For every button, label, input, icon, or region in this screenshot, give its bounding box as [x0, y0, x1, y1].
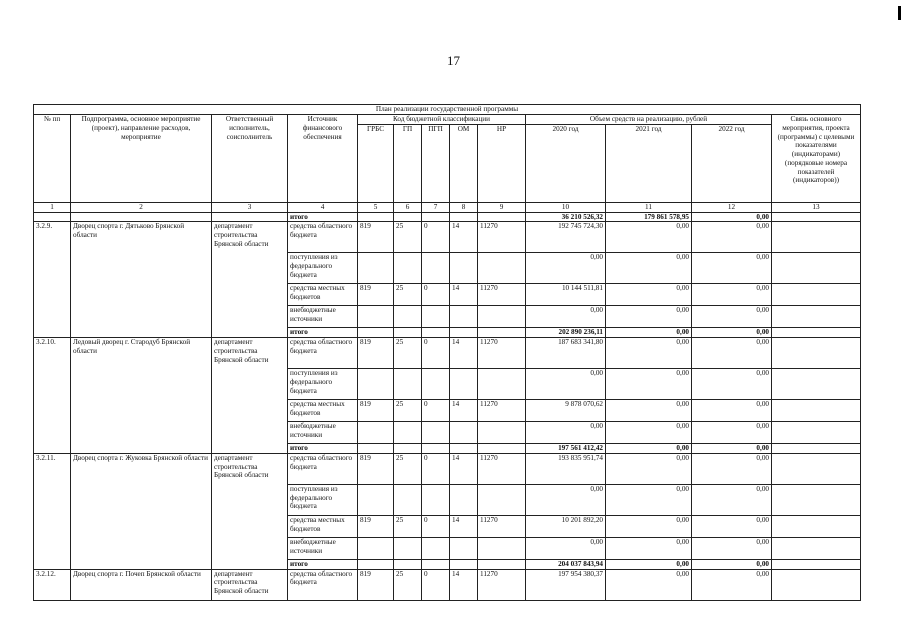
amount-y2021: 0,00 — [606, 284, 692, 306]
code-gp: 25 — [394, 569, 422, 600]
total-2022: 0,00 — [692, 212, 772, 222]
total-y2022: 0,00 — [692, 559, 772, 569]
header-group-row — [34, 115, 861, 125]
header-om: ОМ — [450, 124, 478, 202]
header-2020: 2020 год — [526, 124, 606, 202]
source-label: внебюджетные источники — [288, 422, 358, 444]
code-gp — [394, 306, 422, 328]
code-grbs: 819 — [358, 400, 394, 422]
amount-y2020: 9 878 070,62 — [526, 400, 606, 422]
amount-y2022: 0,00 — [692, 515, 772, 537]
item-name: Дворец спорта г. Жуковка Брянской области — [71, 453, 212, 569]
code-pgp: 0 — [422, 284, 450, 306]
col-num-2: 2 — [71, 202, 212, 212]
code-grbs: 819 — [358, 569, 394, 600]
header-2021: 2021 год — [606, 124, 692, 202]
col-num-8: 8 — [450, 202, 478, 212]
col-num-6: 6 — [394, 202, 422, 212]
col-num-10: 10 — [526, 202, 606, 212]
col-num-9: 9 — [478, 202, 526, 212]
code-pgp: 0 — [422, 222, 450, 253]
header-np: НР — [478, 124, 526, 202]
code-pgp: 0 — [422, 515, 450, 537]
code-gp: 25 — [394, 453, 422, 484]
code-gp — [394, 537, 422, 559]
source-label: средства областного бюджета — [288, 338, 358, 369]
source-label: средства местных бюджетов — [288, 284, 358, 306]
amount-y2020: 197 954 380,37 — [526, 569, 606, 600]
code-pgp: 0 — [422, 400, 450, 422]
code-grbs — [358, 484, 394, 515]
amount-y2020: 0,00 — [526, 484, 606, 515]
amount-y2020: 0,00 — [526, 537, 606, 559]
code-pgp — [422, 422, 450, 444]
total-y2020: 197 561 412,42 — [526, 444, 606, 454]
code-om — [450, 306, 478, 328]
code-pgp: 0 — [422, 569, 450, 600]
total-row — [34, 212, 861, 222]
col-num-4: 4 — [288, 202, 358, 212]
code-grbs — [358, 537, 394, 559]
code-om — [450, 369, 478, 400]
item-number: 3.2.10. — [34, 338, 71, 454]
header-source: Источник финансового обеспечения — [288, 115, 358, 203]
items-body — [34, 222, 861, 600]
indicator-link-cell — [772, 453, 861, 484]
total-label: итого — [288, 444, 358, 454]
header-volume: Объем средств на реализацию, рублей — [526, 115, 772, 125]
amount-y2022: 0,00 — [692, 369, 772, 400]
code-grbs: 819 — [358, 284, 394, 306]
total-y2022: 0,00 — [692, 328, 772, 338]
code-pgp — [422, 484, 450, 515]
indicator-link-cell — [772, 400, 861, 422]
table-title-row — [34, 105, 861, 115]
code-gp — [394, 484, 422, 515]
code-gp: 25 — [394, 400, 422, 422]
header-2022: 2022 год — [692, 124, 772, 202]
code-om: 14 — [450, 453, 478, 484]
code-om: 14 — [450, 400, 478, 422]
code-om: 14 — [450, 222, 478, 253]
indicator-link-cell — [772, 569, 861, 600]
amount-y2020: 0,00 — [526, 422, 606, 444]
source-row-regional — [34, 338, 861, 369]
code-pgp: 0 — [422, 453, 450, 484]
source-label: средства областного бюджета — [288, 569, 358, 600]
code-np — [478, 369, 526, 400]
code-np: 11270 — [478, 222, 526, 253]
code-om — [450, 537, 478, 559]
code-gp — [394, 253, 422, 284]
code-om — [450, 253, 478, 284]
item-responsible: департамент строительства Брянской области — [212, 453, 288, 569]
item-name: Ледовый дворец г. Стародуб Брянской области — [71, 338, 212, 454]
code-np: 11270 — [478, 400, 526, 422]
item-number: 3.2.12. — [34, 569, 71, 600]
col-num-7: 7 — [422, 202, 450, 212]
item-number: 3.2.9. — [34, 222, 71, 338]
code-np — [478, 253, 526, 284]
amount-y2022: 0,00 — [692, 453, 772, 484]
code-np — [478, 422, 526, 444]
code-gp: 25 — [394, 338, 422, 369]
code-np: 11270 — [478, 453, 526, 484]
code-pgp — [422, 306, 450, 328]
amount-y2022: 0,00 — [692, 253, 772, 284]
code-np — [478, 484, 526, 515]
amount-y2022: 0,00 — [692, 422, 772, 444]
code-om: 14 — [450, 569, 478, 600]
code-gp: 25 — [394, 222, 422, 253]
amount-y2021: 0,00 — [606, 306, 692, 328]
amount-y2021: 0,00 — [606, 338, 692, 369]
code-grbs — [358, 369, 394, 400]
item-name: Дворец спорта г. Дятьково Брянской области — [71, 222, 212, 338]
header-pgp: ПГП — [422, 124, 450, 202]
total-label: итого — [288, 559, 358, 569]
amount-y2021: 0,00 — [606, 569, 692, 600]
source-label: средства областного бюджета — [288, 222, 358, 253]
code-np: 11270 — [478, 284, 526, 306]
col-num-11: 11 — [606, 202, 692, 212]
code-pgp — [422, 369, 450, 400]
item-responsible: департамент строительства Брянской области — [212, 338, 288, 454]
code-np: 11270 — [478, 569, 526, 600]
amount-y2022: 0,00 — [692, 537, 772, 559]
total-y2022: 0,00 — [692, 444, 772, 454]
source-label: внебюджетные источники — [288, 537, 358, 559]
code-pgp: 0 — [422, 338, 450, 369]
item-responsible: департамент строительства Брянской области — [212, 569, 288, 600]
source-label: поступления из федерального бюджета — [288, 369, 358, 400]
amount-y2020: 193 835 951,74 — [526, 453, 606, 484]
amount-y2020: 187 683 341,80 — [526, 338, 606, 369]
code-gp: 25 — [394, 284, 422, 306]
code-om — [450, 422, 478, 444]
amount-y2020: 192 745 724,30 — [526, 222, 606, 253]
source-label: средства местных бюджетов — [288, 515, 358, 537]
code-pgp — [422, 253, 450, 284]
amount-y2020: 10 201 892,20 — [526, 515, 606, 537]
code-np — [478, 306, 526, 328]
table-title: План реализации государственной программы — [34, 105, 861, 115]
amount-y2021: 0,00 — [606, 515, 692, 537]
code-gp: 25 — [394, 515, 422, 537]
amount-y2020: 0,00 — [526, 253, 606, 284]
amount-y2022: 0,00 — [692, 569, 772, 600]
header-link: Связь основного мероприятия, проекта (программы) с целевыми показателями (индикаторами) (порядковые номера показателей (индикаторов)) — [772, 115, 861, 203]
source-row-regional — [34, 569, 861, 600]
amount-y2020: 10 144 511,81 — [526, 284, 606, 306]
code-grbs — [358, 306, 394, 328]
source-row-regional — [34, 222, 861, 253]
amount-y2021: 0,00 — [606, 422, 692, 444]
code-grbs: 819 — [358, 338, 394, 369]
amount-y2021: 0,00 — [606, 453, 692, 484]
amount-y2020: 0,00 — [526, 306, 606, 328]
header-budget-code: Код бюджетной классификации — [358, 115, 526, 125]
amount-y2021: 0,00 — [606, 484, 692, 515]
source-label: поступления из федерального бюджета — [288, 253, 358, 284]
header-num: № пп — [34, 115, 71, 203]
code-gp — [394, 422, 422, 444]
indicator-link-cell — [772, 484, 861, 515]
indicator-link-cell — [772, 537, 861, 559]
scan-edge-mark — [898, 6, 901, 20]
total-2020: 36 210 526,32 — [526, 212, 606, 222]
amount-y2021: 0,00 — [606, 400, 692, 422]
indicator-link-cell — [772, 422, 861, 444]
amount-y2021: 0,00 — [606, 369, 692, 400]
amount-y2022: 0,00 — [692, 222, 772, 253]
header-subprogram: Подпрограмма, основное мероприятие (проект), направление расходов, мероприятие — [71, 115, 212, 203]
indicator-link-cell — [772, 515, 861, 537]
amount-y2022: 0,00 — [692, 484, 772, 515]
source-label: средства областного бюджета — [288, 453, 358, 484]
indicator-link-cell — [772, 369, 861, 400]
total-label: итого — [288, 328, 358, 338]
code-grbs: 819 — [358, 515, 394, 537]
col-num-12: 12 — [692, 202, 772, 212]
total-y2020: 204 037 843,94 — [526, 559, 606, 569]
total-y2021: 0,00 — [606, 559, 692, 569]
source-label: поступления из федерального бюджета — [288, 484, 358, 515]
amount-y2022: 0,00 — [692, 400, 772, 422]
amount-y2021: 0,00 — [606, 222, 692, 253]
code-np: 11270 — [478, 515, 526, 537]
header-grbs: ГРБС — [358, 124, 394, 202]
amount-y2022: 0,00 — [692, 284, 772, 306]
code-grbs — [358, 253, 394, 284]
code-np — [478, 537, 526, 559]
code-grbs — [358, 422, 394, 444]
source-row-regional — [34, 453, 861, 484]
total-y2021: 0,00 — [606, 328, 692, 338]
code-om: 14 — [450, 515, 478, 537]
indicator-link-cell — [772, 284, 861, 306]
page-number: 17 — [447, 53, 460, 68]
total-y2020: 202 890 236,11 — [526, 328, 606, 338]
amount-y2021: 0,00 — [606, 537, 692, 559]
code-grbs: 819 — [358, 453, 394, 484]
code-om: 14 — [450, 284, 478, 306]
code-om — [450, 484, 478, 515]
col-num-1: 1 — [34, 202, 71, 212]
item-name: Дворец спорта г. Почеп Брянской области — [71, 569, 212, 600]
total-label: итого — [288, 212, 358, 222]
column-number-row — [34, 202, 861, 212]
total-2021: 179 861 578,95 — [606, 212, 692, 222]
item-responsible: департамент строительства Брянской области — [212, 222, 288, 338]
col-num-13: 13 — [772, 202, 861, 212]
amount-y2022: 0,00 — [692, 306, 772, 328]
indicator-link-cell — [772, 222, 861, 253]
indicator-link-cell — [772, 306, 861, 328]
col-num-5: 5 — [358, 202, 394, 212]
indicator-link-cell — [772, 253, 861, 284]
col-num-3: 3 — [212, 202, 288, 212]
plan-table — [33, 104, 861, 601]
code-pgp — [422, 537, 450, 559]
indicator-link-cell — [772, 338, 861, 369]
total-y2021: 0,00 — [606, 444, 692, 454]
code-np: 11270 — [478, 338, 526, 369]
source-label: внебюджетные источники — [288, 306, 358, 328]
code-om: 14 — [450, 338, 478, 369]
item-number: 3.2.11. — [34, 453, 71, 569]
amount-y2020: 0,00 — [526, 369, 606, 400]
code-gp — [394, 369, 422, 400]
header-gp: ГП — [394, 124, 422, 202]
amount-y2021: 0,00 — [606, 253, 692, 284]
code-grbs: 819 — [358, 222, 394, 253]
header-responsible: Ответственный исполнитель, соисполнитель — [212, 115, 288, 203]
source-label: средства местных бюджетов — [288, 400, 358, 422]
amount-y2022: 0,00 — [692, 338, 772, 369]
